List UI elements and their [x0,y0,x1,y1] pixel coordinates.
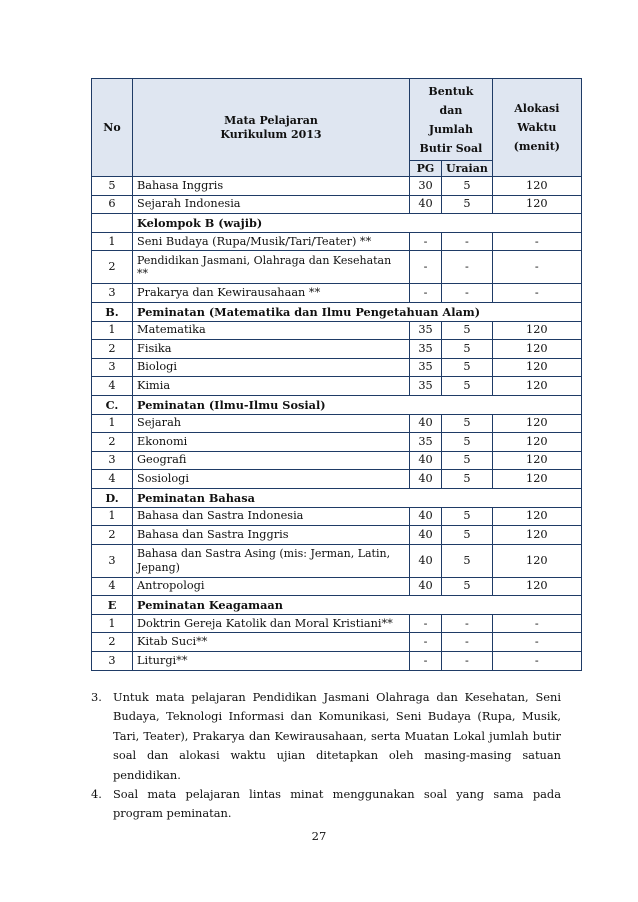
group-title-cell: Peminatan (Matematika dan Ilmu Pengetahuan Alam) [133,302,582,321]
header-mapel-line2: Kurikulum 2013 [220,127,322,141]
uraian-cell: - [442,633,493,652]
pg-cell: 35 [410,340,442,359]
pg-cell: 40 [410,195,442,214]
header-bentuk [410,79,493,161]
table-row [92,284,582,303]
subject-cell: Biologi [133,358,410,377]
row-no-cell: 4 [92,377,133,396]
curriculum-table [91,78,582,671]
table-row [92,526,582,545]
header-mata-pelajaran [133,79,410,177]
subject-cell: Bahasa dan Sastra Asing (mis: Jerman, Latin, Jepang) [133,544,410,577]
pg-cell: 40 [410,544,442,577]
note-item [91,785,561,824]
uraian-cell: 5 [442,177,493,196]
pg-cell: - [410,614,442,633]
pg-cell: 40 [410,507,442,526]
header-bentuk-line1: Bentuk [428,84,474,98]
row-no-cell: 1 [92,614,133,633]
table-row [92,321,582,340]
subject-cell: Bahasa dan Sastra Indonesia [133,507,410,526]
pg-cell: 35 [410,377,442,396]
note-number: 3. [91,690,102,704]
row-no-cell: 1 [92,507,133,526]
group-title-cell: Kelompok B (wajib) [133,214,582,233]
pg-cell: - [410,633,442,652]
uraian-cell: 5 [442,577,493,596]
table-row [92,470,582,489]
subject-cell: Bahasa dan Sastra Inggris [133,526,410,545]
row-no-cell: 3 [92,358,133,377]
row-no-cell: 4 [92,577,133,596]
uraian-cell: - [442,251,493,284]
row-no-cell: 1 [92,232,133,251]
table-row [92,177,582,196]
group-title-cell: Peminatan Bahasa [133,488,582,507]
table-row [92,377,582,396]
group-title-cell: Peminatan (Ilmu-Ilmu Sosial) [133,395,582,414]
table-row [92,195,582,214]
uraian-cell: 5 [442,414,493,433]
note-text: Untuk mata pelajaran Pendidikan Jasmani Olahraga dan Kesehatan, Seni Budaya, Teknologi Informasi dan Komunikasi, Seni Budaya (Rupa, Musik, Tari, Teater), Prakarya dan Kewirausahaan, serta Muatan Lokal jumlah butir soal dan alokasi waktu ujian ditetapkan oleh masing-masing satuan pendidikan. [113,690,561,782]
pg-cell: 30 [410,177,442,196]
waktu-cell: 120 [492,321,581,340]
subject-cell: Sejarah [133,414,410,433]
pg-cell: 35 [410,433,442,452]
curriculum-table-container [91,78,582,671]
subject-cell: Fisika [133,340,410,359]
subject-cell: Seni Budaya (Rupa/Musik/Tari/Teater) ** [133,232,410,251]
row-no-cell: 6 [92,195,133,214]
subject-cell: Bahasa Inggris [133,177,410,196]
pg-cell: 35 [410,358,442,377]
header-alokasi-line3: (menit) [513,140,560,153]
waktu-cell: - [492,232,581,251]
uraian-cell: - [442,232,493,251]
header-alokasi-line1: Alokasi [514,102,560,115]
row-no-cell: 2 [92,251,133,284]
notes-list [91,688,561,824]
waktu-cell: 120 [492,544,581,577]
uraian-cell: 5 [442,451,493,470]
group-title-cell: Peminatan Keagamaan [133,596,582,615]
uraian-cell: - [442,284,493,303]
row-no-cell: 3 [92,284,133,303]
waktu-cell: - [492,614,581,633]
subject-cell: Prakarya dan Kewirausahaan ** [133,284,410,303]
uraian-cell: 5 [442,377,493,396]
subject-cell: Liturgi** [133,652,410,671]
table-row [92,251,582,284]
subject-cell: Ekonomi [133,433,410,452]
table-row [92,340,582,359]
uraian-cell: - [442,652,493,671]
uraian-cell: - [442,614,493,633]
table-row [92,414,582,433]
row-no-cell: 3 [92,652,133,671]
table-body [92,177,582,671]
row-no-cell: 1 [92,321,133,340]
header-alokasi-line2: Waktu [517,121,557,134]
pg-cell: 35 [410,321,442,340]
waktu-cell: 120 [492,577,581,596]
note-item [91,688,561,785]
waktu-cell: - [492,284,581,303]
pg-cell: 40 [410,577,442,596]
pg-cell: 40 [410,470,442,489]
subject-cell: Matematika [133,321,410,340]
waktu-cell: - [492,251,581,284]
group-row [92,302,582,321]
uraian-cell: 5 [442,340,493,359]
pg-cell: - [410,284,442,303]
waktu-cell: 120 [492,195,581,214]
waktu-cell: 120 [492,414,581,433]
group-code-cell: B. [92,302,133,321]
table-row [92,577,582,596]
group-row [92,395,582,414]
table-row [92,544,582,577]
waktu-cell: 120 [492,451,581,470]
row-no-cell: 1 [92,414,133,433]
header-bentuk-line3: Jumlah [428,122,473,136]
pg-cell: 40 [410,451,442,470]
uraian-cell: 5 [442,544,493,577]
pg-cell: 40 [410,414,442,433]
row-no-cell: 3 [92,451,133,470]
waktu-cell: 120 [492,433,581,452]
row-no-cell: 4 [92,470,133,489]
subject-cell: Pendidikan Jasmani, Olahraga dan Kesehatan ** [133,251,410,284]
waktu-cell: 120 [492,377,581,396]
group-row [92,488,582,507]
header-no: No [92,79,133,177]
uraian-cell: 5 [442,507,493,526]
table-row [92,614,582,633]
pg-cell: - [410,232,442,251]
note-text: Soal mata pelajaran lintas minat menggunakan soal yang sama pada program peminatan. [113,787,561,821]
row-no-cell: 2 [92,340,133,359]
waktu-cell: 120 [492,177,581,196]
subject-cell: Antropologi [133,577,410,596]
header-bentuk-line4: Butir Soal [419,141,483,155]
subject-cell: Sejarah Indonesia [133,195,410,214]
header-bentuk-line2: dan [439,103,463,117]
subject-cell: Kimia [133,377,410,396]
row-no-cell: 5 [92,177,133,196]
uraian-cell: 5 [442,321,493,340]
subject-cell: Geografi [133,451,410,470]
table-row [92,433,582,452]
group-code-cell: C. [92,395,133,414]
waktu-cell: - [492,652,581,671]
uraian-cell: 5 [442,433,493,452]
table-row [92,652,582,671]
table-row [92,451,582,470]
uraian-cell: 5 [442,470,493,489]
waktu-cell: 120 [492,470,581,489]
uraian-cell: 5 [442,526,493,545]
page-number: 27 [311,829,327,843]
row-no-cell: 3 [92,544,133,577]
uraian-cell: 5 [442,195,493,214]
uraian-cell: 5 [442,358,493,377]
header-pg: PG [410,161,442,177]
row-no-cell: 2 [92,526,133,545]
waktu-cell: 120 [492,358,581,377]
subject-cell: Doktrin Gereja Katolik dan Moral Kristiani** [133,614,410,633]
header-alokasi [492,79,581,177]
pg-cell: 40 [410,526,442,545]
group-row [92,596,582,615]
table-row [92,633,582,652]
group-code-cell: D. [92,488,133,507]
group-code-cell: E [92,596,133,615]
waktu-cell: 120 [492,507,581,526]
table-row [92,507,582,526]
subject-cell: Kitab Suci** [133,633,410,652]
table-row [92,232,582,251]
group-row [92,214,582,233]
group-code-cell [92,214,133,233]
header-uraian: Uraian [442,161,493,177]
waktu-cell: 120 [492,526,581,545]
note-number: 4. [91,787,102,802]
row-no-cell: 2 [92,433,133,452]
pg-cell: - [410,652,442,671]
header-mapel-line1: Mata Pelajaran [224,113,318,127]
subject-cell: Sosiologi [133,470,410,489]
waktu-cell: - [492,633,581,652]
table-row [92,358,582,377]
waktu-cell: 120 [492,340,581,359]
row-no-cell: 2 [92,633,133,652]
pg-cell: - [410,251,442,284]
